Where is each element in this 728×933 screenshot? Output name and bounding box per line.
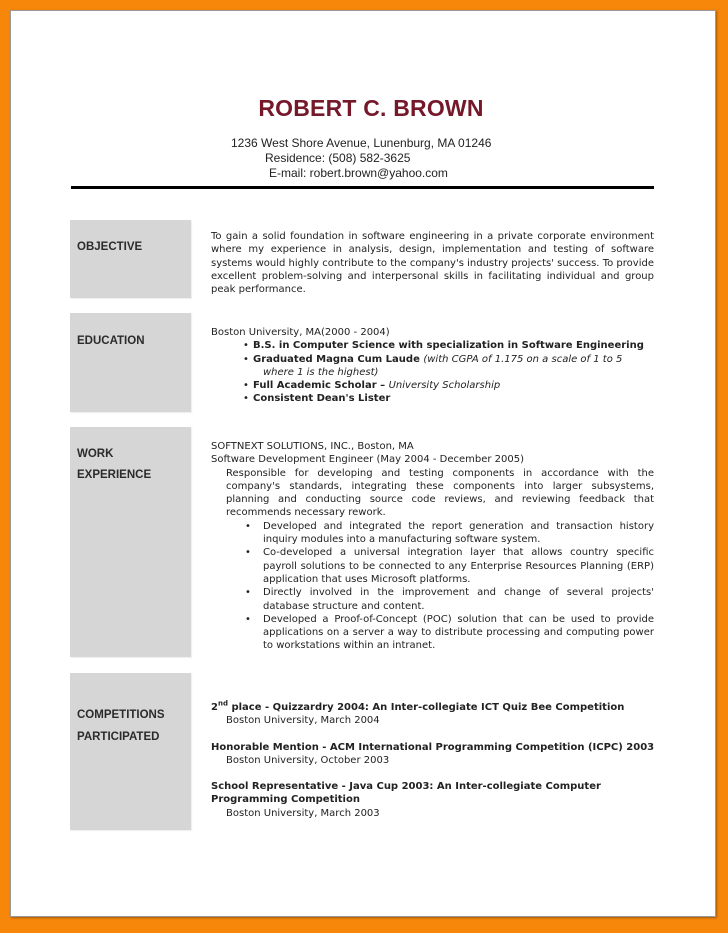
work-label-line1: WORK: [77, 448, 114, 460]
education-item: • B.S. in Computer Science with specialization in Software Engineering: [243, 340, 644, 352]
address: 1236 West Shore Avenue, Lunenburg, MA 01246: [231, 136, 492, 150]
work-bullet: • Developed a Proof-of-Concept (POC) solution that can be used to provide applications on a server a way to distribute processing and computing power to workstations within an intranet.: [245, 613, 654, 652]
education-label: EDUCATION: [77, 335, 145, 347]
bullet-icon: •: [243, 340, 249, 352]
work-company: SOFTNEXT SOLUTIONS, INC., Boston, MA: [211, 441, 414, 452]
competitions-label-line1: COMPETITIONS: [77, 709, 165, 721]
objective-label-box: [70, 220, 191, 298]
bullet-icon: •: [245, 520, 251, 532]
bullet-icon: •: [243, 380, 249, 392]
work-bullet: • Developed and integrated the report generation and transaction history inquiry modules into a manufacturing software system.: [245, 520, 654, 546]
work-label-box: [70, 427, 191, 657]
competition-title-continued: Programming Competition: [211, 794, 360, 806]
work-summary: Responsible for developing and testing components in accordance with the company's standards, integrating these components into larger subsystems, planning and conducting source code reviews, and reviewing feedback that recommends necessary rework.: [226, 467, 654, 519]
competition-detail: Boston University, March 2003: [226, 807, 380, 819]
objective-label: OBJECTIVE: [77, 241, 143, 253]
competitions-label-box: [70, 673, 191, 830]
phone: Residence: (508) 582-3625: [265, 151, 411, 165]
email: E-mail: robert.brown@yahoo.com: [269, 166, 448, 180]
header-divider: [71, 186, 654, 189]
competition-detail: Boston University, October 2003: [226, 754, 390, 766]
work-bullet: • Directly involved in the improvement and change of several projects' database structure and content.: [245, 587, 654, 612]
education-content: [211, 326, 661, 406]
bullet-icon: •: [245, 613, 251, 625]
competition-title: 2nd place - Quizzardry 2004: An Inter-collegiate ICT Quiz Bee Competition: [211, 699, 625, 713]
education-item: • Consistent Dean's Lister: [243, 393, 391, 405]
competitions-label-line2: PARTICIPATED: [77, 731, 160, 743]
work-title: Software Development Engineer (May 2004 - December 2005): [211, 454, 525, 466]
education-item: • Graduated Magna Cum Laude (with CGPA of 1.175 on a scale of 1 to 5: [243, 353, 623, 365]
bullet-icon: •: [245, 587, 251, 599]
education-school: Boston University, MA(2000 - 2004): [211, 327, 390, 338]
education-label-box: [70, 313, 191, 412]
competition-detail: Boston University, March 2004: [226, 715, 380, 727]
candidate-name: ROBERT C. BROWN: [258, 95, 484, 121]
work-content: [211, 440, 654, 653]
bullet-icon: •: [243, 393, 249, 405]
bullet-icon: •: [243, 353, 249, 365]
resume-page: [10, 10, 716, 917]
competitions-content: [211, 701, 661, 820]
work-label-line2: EXPERIENCE: [77, 469, 152, 481]
education-item-continued: where 1 is the highest): [263, 366, 379, 378]
competition-title: Honorable Mention - ACM International Programming Competition (ICPC) 2003: [211, 741, 655, 753]
work-bullet: • Co-developed a universal integration layer that allows country specific payroll solutions to be connected to any Enterprise Resources Planning (ERP) application that uses Microsoft platforms.: [245, 547, 654, 585]
bullet-icon: •: [245, 547, 251, 559]
education-item: • Full Academic Scholar – University Scholarship: [243, 380, 501, 392]
objective-text: To gain a solid foundation in software engineering in a private corporate environment where my experience in analysis, design, implementation and testing of software systems would highly contribute to the company's industry projects' success. To provide excellent problem-solving and interpersonal skills in facilitating individual and group peak performance.: [211, 231, 654, 296]
competition-title: School Representative - Java Cup 2003: An Inter-collegiate Computer: [211, 781, 601, 793]
